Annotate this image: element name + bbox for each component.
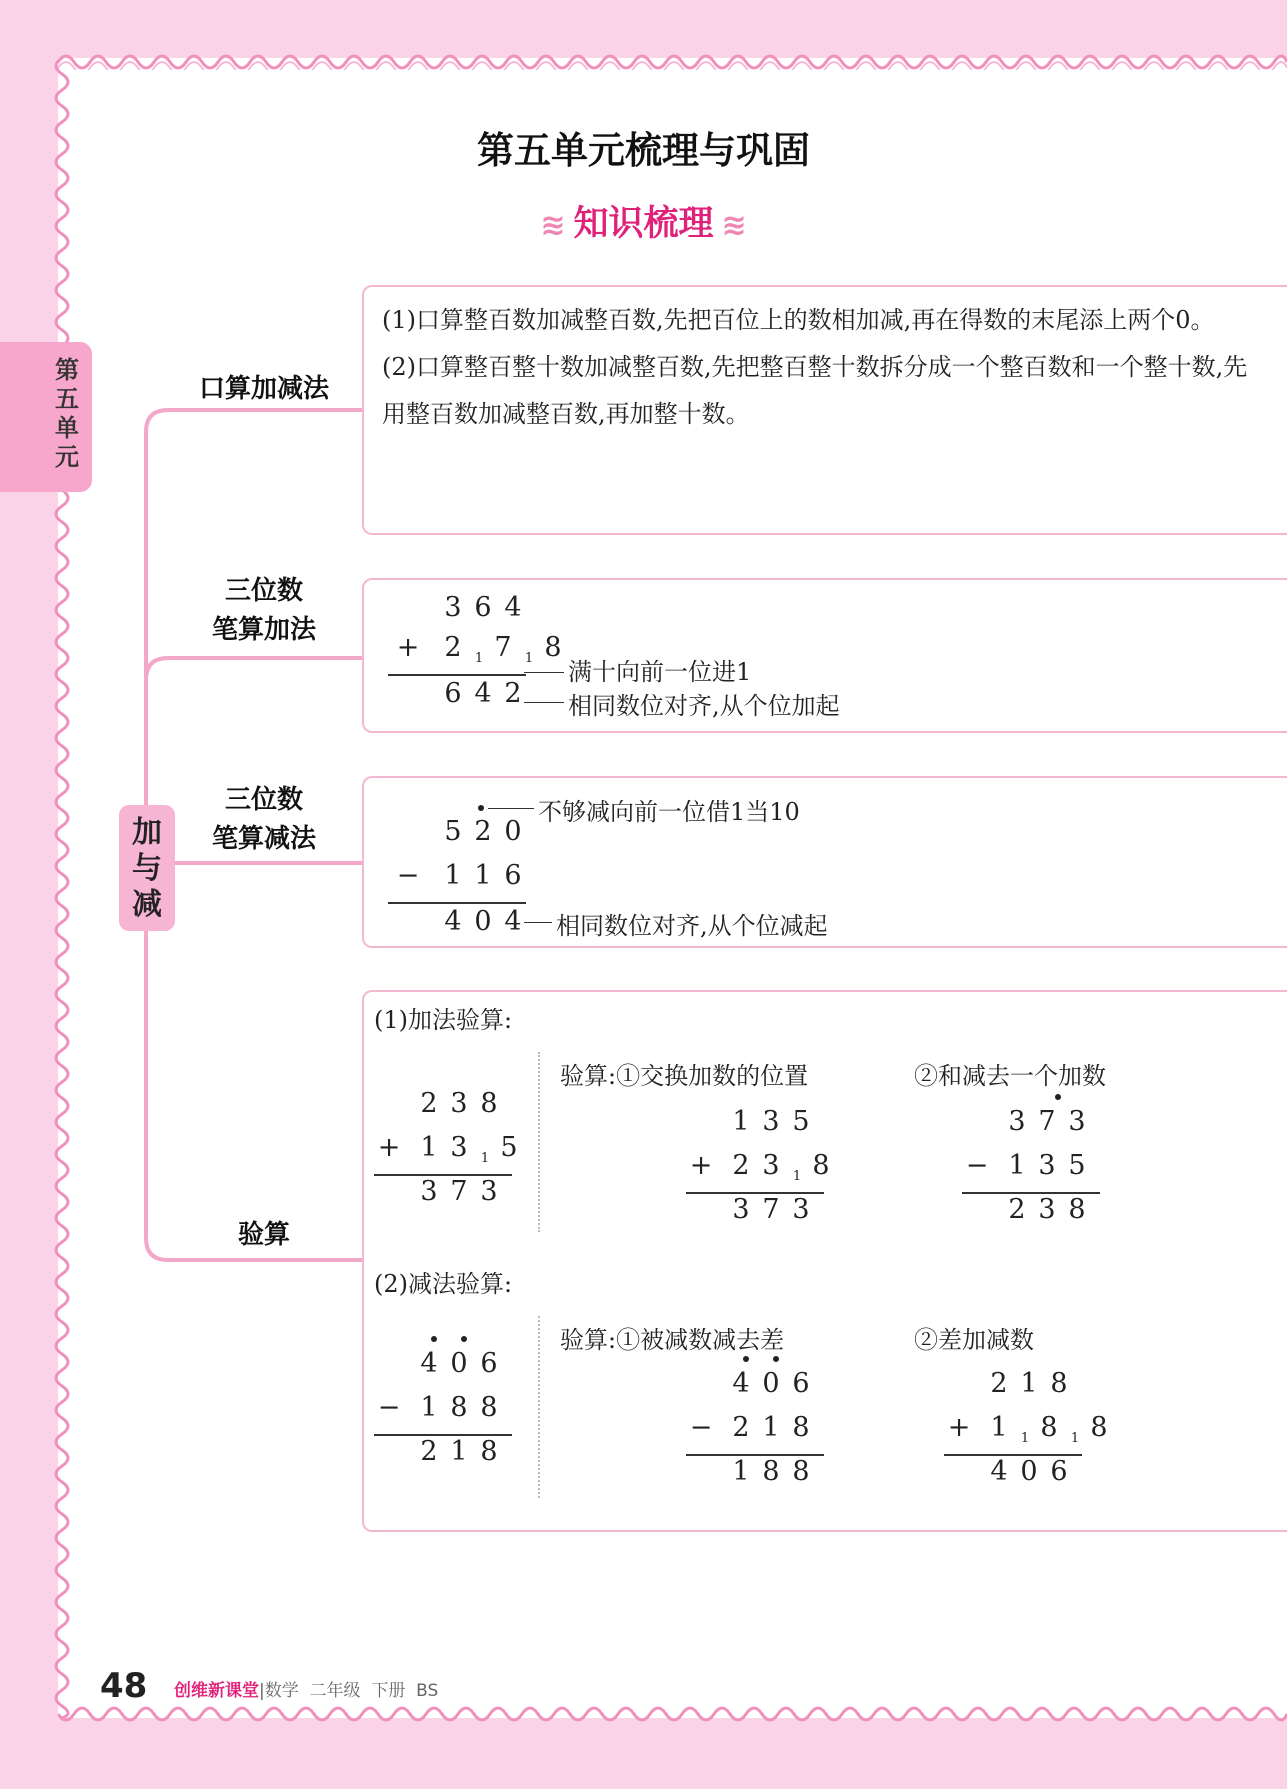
plus-sign: + <box>396 632 420 663</box>
sub-check-heading: (2)减法验算: <box>374 1270 513 1298</box>
carry-mark: 1 <box>792 1169 802 1184</box>
borrow-dot <box>478 805 484 811</box>
subtraction-bottom-row: − 1 1 6 <box>388 860 528 891</box>
unit-side-tab-label: 第五单元 <box>55 356 79 471</box>
carry-mark: 1 <box>1070 1431 1080 1446</box>
footer-separator: | <box>259 1681 265 1701</box>
branch-written-subtraction-line1: 三位数 <box>224 785 303 815</box>
wavy-border-left <box>48 58 70 1718</box>
carry-mark: 1 <box>1020 1431 1030 1446</box>
branch-written-subtraction <box>164 781 364 859</box>
addition-box <box>362 578 1287 733</box>
minus-sign: − <box>377 1392 401 1423</box>
add-check-heading: (1)加法验算: <box>374 1006 513 1034</box>
borrow-dot <box>461 1336 467 1342</box>
dotted-separator <box>538 1316 540 1498</box>
note-add-align: 相同数位对齐,从个位加起 <box>568 692 840 720</box>
note-sub-align: 相同数位对齐,从个位减起 <box>556 912 828 940</box>
branch-written-addition-line1: 三位数 <box>224 576 303 606</box>
borrow-dot <box>1055 1094 1061 1100</box>
checking-box: (1)加法验算: 验算:①交换加数的位置 ②和减去一个加数 2 3 8 + 1 3 1 5 3 7 3 1 3 5 + 2 3 1 8 3 7 3 3 7 3 − 1 3 5 2 3 8 (2)减法验算: 验算:①被减数减去差 ②差加减数 4 0 6 − 1 8 8 2 1 8 4 0 6 − 2 1 8 1 8 8 2 1 8 + 1 1 8 1 8 4 0 6 <box>362 990 1287 1532</box>
mental-rule-2: (2)口算整百整十数加减整百数,先把整百整十数拆分成一个整百数和一个整十数,先用整百数加减整百数,再加整十数。 <box>382 353 1248 428</box>
branch-written-addition <box>164 572 364 650</box>
minus-sign: − <box>689 1412 713 1443</box>
section-title-text: 知识梳理 <box>573 204 714 244</box>
add-verify-label: 验算:①交换加数的位置 <box>560 1062 809 1090</box>
addition-bar <box>388 674 526 676</box>
branch-checking: 验算 <box>237 1220 290 1250</box>
mental-rules-box <box>362 285 1287 535</box>
minus-sign: − <box>965 1150 989 1181</box>
subtraction-top-row: 5 2 0 <box>444 816 522 847</box>
borrow-dot <box>773 1356 779 1362</box>
root-topic-text: 加与减 <box>132 815 162 922</box>
minus-sign: − <box>396 860 420 891</box>
carry-mark: 1 <box>480 1151 490 1166</box>
borrow-leader-line <box>488 808 534 809</box>
addition-top-row: 3 6 4 <box>444 592 522 623</box>
page-title: 第五单元梳理与巩固 <box>477 129 810 172</box>
addition-result-row: 6 4 2 <box>444 678 522 709</box>
align-leader-line <box>524 702 564 703</box>
carry-leader-line <box>524 672 564 673</box>
note-carry: 满十向前一位进1 <box>568 658 752 686</box>
add-verify-label-2: ②和减去一个加数 <box>914 1062 1106 1090</box>
sub-verify-label-2: ②差加减数 <box>914 1326 1034 1354</box>
plus-sign: + <box>947 1412 971 1443</box>
branch-mental-arithmetic: 口算加减法 <box>198 374 329 404</box>
note-borrow: 不够减向前一位借1当10 <box>538 798 800 826</box>
page-number: 48 <box>100 1666 148 1706</box>
footer-brand: 创维新课堂 <box>174 1681 259 1701</box>
wavy-deco-left-icon: ≋ <box>540 208 566 243</box>
footer-book-info: 数学 二年级 下册 BS <box>264 1681 439 1701</box>
mental-rule-1: (1)口算整百数加减整百数,先把百位上的数相加减,再在得数的末尾添上两个0。 <box>382 306 1215 334</box>
plus-sign: + <box>377 1132 401 1163</box>
sub-align-leader-line <box>524 922 552 923</box>
addition-bottom-row: + 2 1 7 1 8 <box>388 632 568 666</box>
sub-verify-label: 验算:①被减数减去差 <box>560 1326 785 1354</box>
borrow-dot <box>743 1356 749 1362</box>
footer-info <box>174 1676 438 1701</box>
branch-written-subtraction-line2: 笔算减法 <box>211 824 316 854</box>
mental-rules-text <box>382 297 1262 438</box>
branch-written-addition-line2: 笔算加法 <box>211 615 316 645</box>
subtraction-result-row: 4 0 4 <box>444 906 522 937</box>
borrow-dot <box>431 1336 437 1342</box>
section-title <box>0 196 1287 246</box>
wavy-border-bottom <box>58 1706 1287 1728</box>
dotted-separator <box>538 1052 540 1232</box>
wavy-border-top <box>58 48 1287 70</box>
carry-mark: 1 <box>474 651 484 666</box>
plus-sign: + <box>689 1150 713 1181</box>
unit-side-tab <box>0 342 92 492</box>
subtraction-box <box>362 776 1287 948</box>
subtraction-bar <box>388 902 526 904</box>
carry-mark: 1 <box>524 651 534 666</box>
wavy-deco-right-icon: ≋ <box>721 208 747 243</box>
